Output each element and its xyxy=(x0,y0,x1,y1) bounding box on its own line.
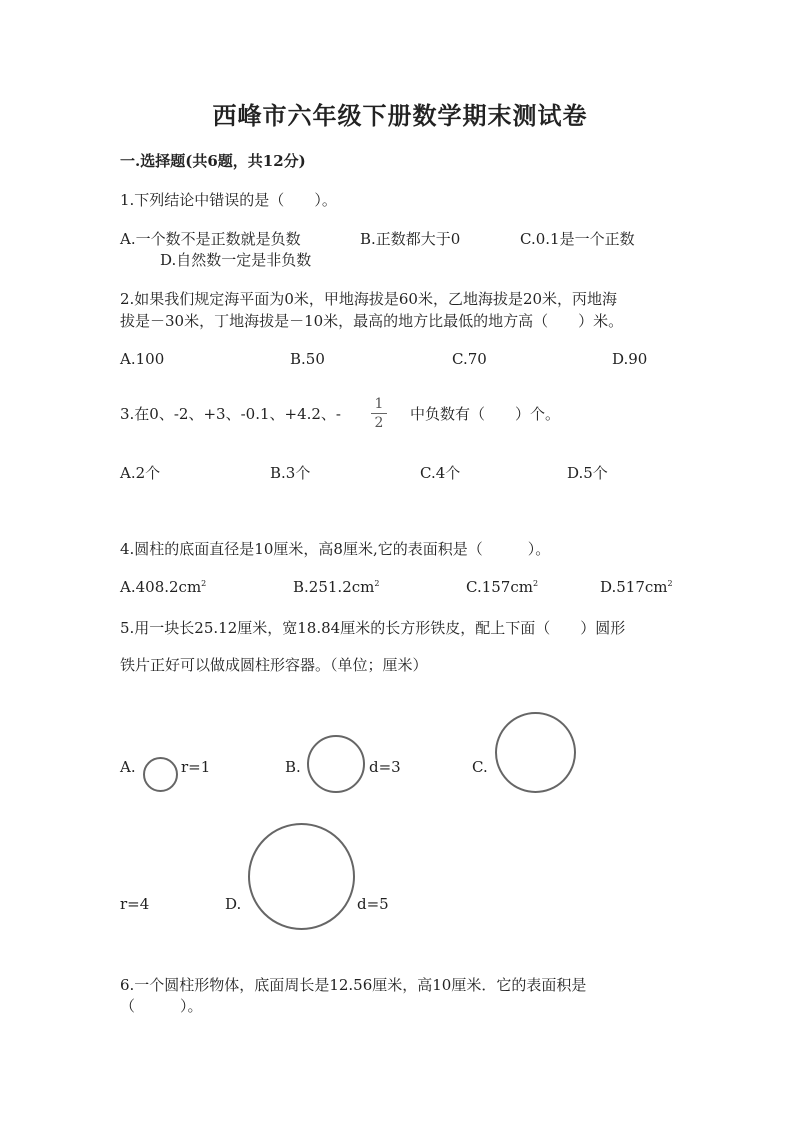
section-heading: 一.选择题(共6题，共12分) xyxy=(120,152,306,170)
question-6-line-2: （ ）。 xyxy=(120,997,203,1015)
question-5-option-c-label: C. xyxy=(472,758,488,776)
question-5-option-c-dimension: r=4 xyxy=(120,895,150,913)
circle-b xyxy=(307,735,365,793)
question-3-option-c: C.4个 xyxy=(420,464,461,482)
question-3-option-d: D.5个 xyxy=(567,464,608,482)
question-2-line-1: 2.如果我们规定海平面为0米，甲地海拔是60米，乙地海拔是20米，丙地海 xyxy=(120,290,618,308)
circle-a xyxy=(143,757,178,792)
question-3-option-a: A.2个 xyxy=(120,464,161,482)
fraction-denominator: 2 xyxy=(374,415,384,431)
question-4-option-a: $A.408.2cm^2$ xyxy=(120,578,207,596)
question-1-stem: 1.下列结论中错误的是（ ）。 xyxy=(120,191,337,209)
question-5-option-d-dimension: d=5 xyxy=(357,895,389,913)
circle-c xyxy=(495,712,576,793)
question-4-option-d: $D.517cm^2$ xyxy=(600,578,673,596)
fraction-bar xyxy=(371,413,387,414)
question-4-option-c: $C.157cm^2$ xyxy=(466,578,539,596)
circle-d xyxy=(248,823,355,930)
question-1-option-d: D.自然数一定是非负数 xyxy=(160,251,312,269)
fraction-numerator: 1 xyxy=(374,396,384,412)
question-5-line-2: 铁片正好可以做成圆柱形容器。（单位；厘米） xyxy=(120,656,428,674)
question-5-option-a-label: A. xyxy=(120,758,136,776)
question-3-option-b: B.3个 xyxy=(270,464,311,482)
question-1-option-c: C.0.1是一个正数 xyxy=(520,230,635,248)
question-4-option-b: $B.251.2cm^2$ xyxy=(293,578,380,596)
question-5-option-a-dimension: r=1 xyxy=(181,758,211,776)
question-5-option-d-label: D. xyxy=(225,895,242,913)
question-5-line-1: 5.用一块长25.12厘米，宽18.84厘米的长方形铁皮，配上下面（ ）圆形 xyxy=(120,619,626,637)
question-4-stem: 4.圆柱的底面直径是10厘米，高8厘米,它的表面积是（ ）。 xyxy=(120,540,551,558)
question-2-option-c: C.70 xyxy=(452,350,487,368)
question-3-stem-end: 中负数有（ ）个。 xyxy=(410,405,561,423)
page-title: 西峰市六年级下册数学期末测试卷 xyxy=(212,101,588,130)
question-2-line-2: 拔是－30米，丁地海拔是－10米，最高的地方比最低的地方高（ ）米。 xyxy=(120,312,624,330)
question-6-line-1: 6.一个圆柱形物体，底面周长是12.56厘米，高10厘米．它的表面积是 xyxy=(120,976,587,994)
question-5-option-b-dimension: d=3 xyxy=(369,758,401,776)
question-2-option-d: D.90 xyxy=(612,350,648,368)
question-5-option-b-label: B. xyxy=(285,758,301,776)
question-1-option-b: B.正数都大于0 xyxy=(360,230,461,248)
question-2-option-a: A.100 xyxy=(120,350,165,368)
fraction-one-half xyxy=(368,396,390,431)
question-3-stem-start: 3.在0、-2、+3、-0.1、+4.2、- xyxy=(120,405,341,423)
question-2-option-b: B.50 xyxy=(290,350,325,368)
question-1-option-a: A.一个数不是正数就是负数 xyxy=(120,230,301,248)
